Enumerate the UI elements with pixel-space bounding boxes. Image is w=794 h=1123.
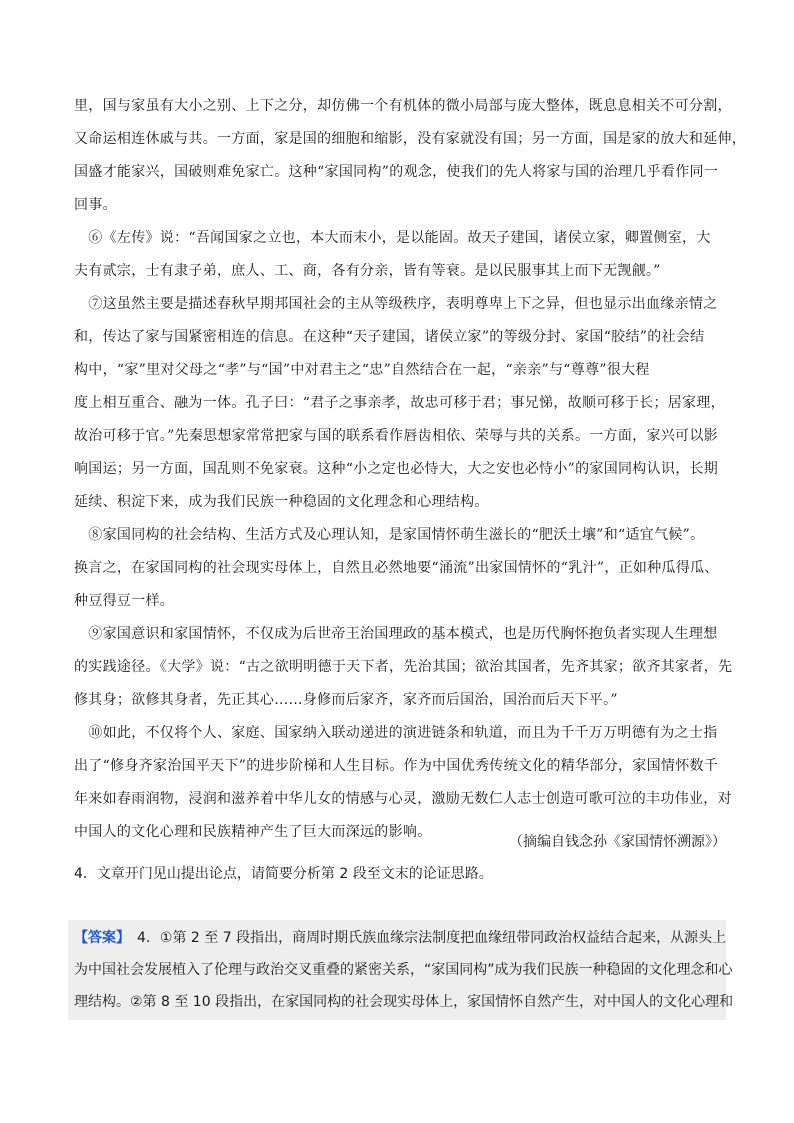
passage-line: ⑨家国意识和家国情怀，不仅成为后世帝王治国理政的基本模式，也是历代胸怀抱负者实现人生理想 <box>74 626 718 642</box>
passage-line: ⑩如此，不仅将个人、家庭、国家纳入联动递进的演进链条和轨道，而且为千千万万明德有为之士指 <box>74 725 718 741</box>
passage-line: 国盛才能家兴，国破则难免家亡。这种“家国同构”的观念，使我们的先人将家与国的治理几乎看作同一 <box>74 164 719 180</box>
passage-line: ⑥《左传》说：“吾闻国家之立也，本大而末小，是以能固。故天子建国，诸侯立家，卿置侧室，大 <box>74 230 711 246</box>
passage-line: 出了“修身齐家治国平天下”的进步阶梯和人生目标。作为中国优秀传统文化的精华部分，家国情怀数千 <box>74 758 719 774</box>
passage-line: 回事。 <box>74 197 117 213</box>
passage-line: 响国运；另一方面，国乱则不免家衰。这种“小之定也必恃大，大之安也必恃小”的家国同构认识，长期 <box>74 461 719 477</box>
passage-line: 中国人的文化心理和民族精神产生了巨大而深远的影响。 <box>74 824 432 840</box>
passage-line: 构中，“家”里对父母之“孝”与“国”中对君主之“忠”自然结合在一起，“亲亲”与“尊尊”很大程 <box>74 362 650 378</box>
passage-line: 又命运相连休戚与共。一方面，家是国的细胞和缩影，没有家就没有国；另一方面，国是家的放大和延伸， <box>74 131 747 147</box>
answer-text: 4．①第 2 至 7 段指出，商周时期氏族血缘宗法制度把血缘纽带同政治权益结合起来，从源头上 <box>123 930 727 946</box>
passage-line: 种豆得豆一样。 <box>74 593 175 609</box>
passage-line: 夫有贰宗，士有隶子弟，庶人、工、商，各有分亲，皆有等衰。是以民服事其上而下无觊觎。” <box>74 263 661 279</box>
answer-line: 为中国社会发展植入了伦理与政治交叉重叠的紧密关系，“家国同构”成为我们民族一种稳固的文化理念和心 <box>74 962 733 978</box>
question-4: 4．文章开门见山提出论点，请简要分析第 2 段至文末的论证思路。 <box>74 866 493 882</box>
answer-label: 【答案】 <box>74 930 123 946</box>
answer-line: 理结构。②第 8 至 10 段指出，在家国同构的社会现实母体上，家国情怀自然产生，对中国人的文化心理和 <box>74 994 734 1010</box>
answer-box <box>68 920 734 1020</box>
passage-line: 换言之，在家国同构的社会现实母体上，自然且必然地要“涌流”出家国情怀的“乳汁”，正如种瓜得瓜、 <box>74 560 719 576</box>
passage-line: 年来如春雨润物，浸润和滋养着中华儿女的情感与心灵，激励无数仁人志士创造可歌可泣的丰功伟业，对 <box>74 791 732 807</box>
passage-line: 度上相互重合、融为一体。孔子曰：“君子之事亲孝，故忠可移于君；事兄悌，故顺可移于长；居家理， <box>74 395 725 411</box>
source-citation: （摘编自钱念孙《家国情怀溯源》） <box>509 834 726 850</box>
answer-line <box>74 928 726 948</box>
passage-line: 故治可移于官。”先秦思想家常常把家与国的联系看作唇齿相依、荣辱与共的关系。一方面，家兴可以影 <box>74 428 718 444</box>
passage-line: 延续、积淀下来，成为我们民族一种稳固的文化理念和心理结构。 <box>74 494 489 510</box>
passage-line: ⑦这虽然主要是描述春秋早期邦国社会的主从等级秩序，表明尊卑上下之异，但也显示出血缘亲情之 <box>74 296 718 312</box>
passage-line: 里，国与家虽有大小之别、上下之分，却仿佛一个有机体的微小局部与庞大整体，既息息相关不可分割， <box>74 98 732 114</box>
passage-line: 的实践途径。《大学》说：“古之欲明明德于天下者，先治其国；欲治其国者，先齐其家；欲齐其家者，先 <box>74 659 733 675</box>
passage-line: ⑧家国同构的社会结构、生活方式及心理认知，是家国情怀萌生滋长的“肥沃土壤”和“适宜气候”。 <box>74 527 705 543</box>
passage-line: 修其身；欲修其身者，先正其心……身修而后家齐，家齐而后国治，国治而后天下平。” <box>74 692 618 708</box>
passage-line: 和，传达了家与国紧密相连的信息。在这种“天子建国，诸侯立家”的等级分封、家国“胶结”的社会结 <box>74 329 705 345</box>
